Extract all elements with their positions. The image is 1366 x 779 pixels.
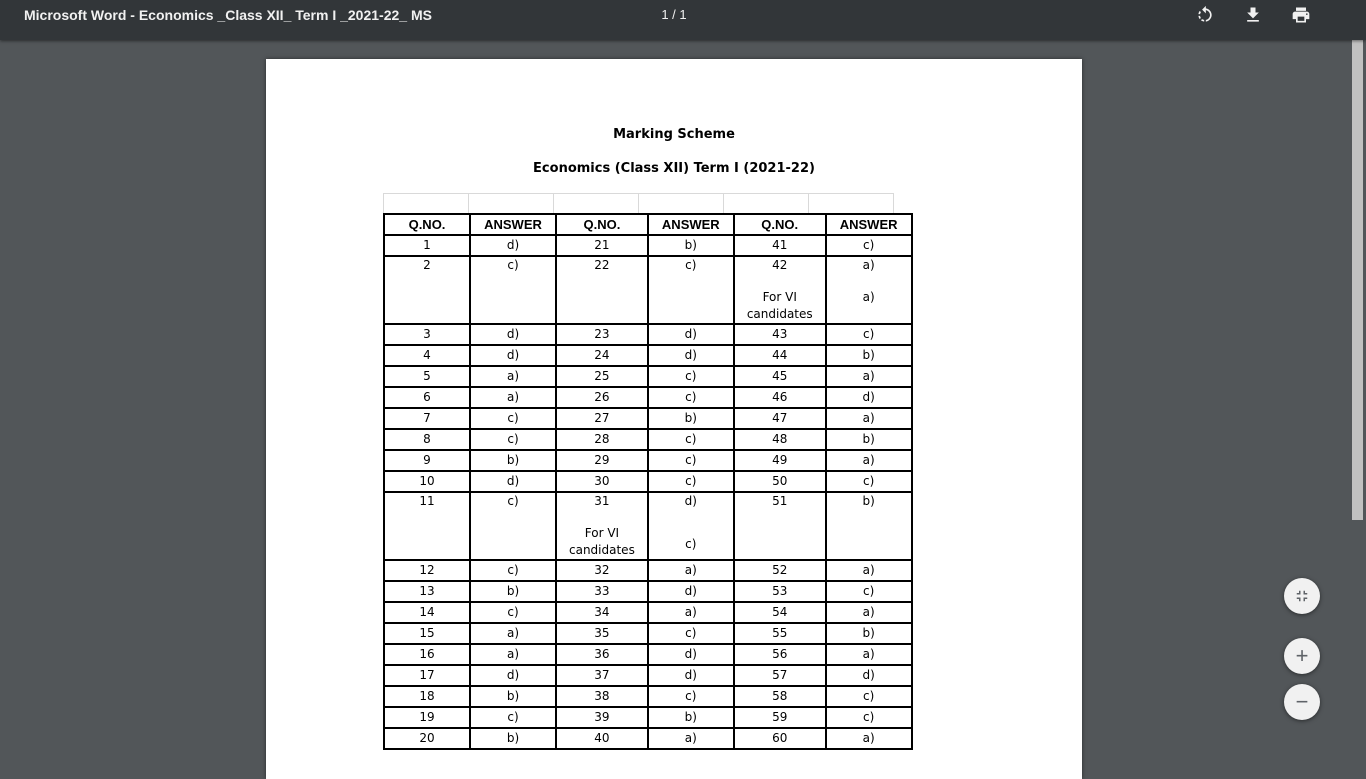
question-number-cell <box>384 665 470 686</box>
question-number-cell <box>734 366 826 387</box>
question-number-cell <box>556 429 648 450</box>
question-number-cell <box>384 560 470 581</box>
column-header: Q.NO. <box>556 214 648 235</box>
question-number: 59 <box>772 710 788 724</box>
question-number-cell <box>384 324 470 345</box>
question-number-cell <box>734 492 826 560</box>
answer-value: d) <box>684 668 697 682</box>
question-number-cell <box>556 235 648 256</box>
question-number-cell <box>384 471 470 492</box>
answer-value: a) <box>862 369 875 383</box>
question-number: 31 <box>594 494 610 508</box>
question-number: 46 <box>772 390 788 404</box>
answer-cell <box>648 581 734 602</box>
answer-value: c) <box>507 432 519 446</box>
answer-cell <box>470 235 556 256</box>
question-number: 40 <box>594 731 610 745</box>
answer-cell <box>470 429 556 450</box>
answer-cell <box>826 429 912 450</box>
vi-answer: c) <box>685 537 697 551</box>
table-row <box>384 623 912 644</box>
question-number: 48 <box>772 432 788 446</box>
question-number: 9 <box>423 453 431 467</box>
download-button[interactable] <box>1240 3 1266 27</box>
vi-candidates-note: For VI candidates <box>569 526 635 557</box>
fit-to-page-button[interactable] <box>1284 578 1320 614</box>
empty-cell <box>469 194 554 214</box>
table-row <box>384 429 912 450</box>
answer-value: d) <box>862 668 875 682</box>
scrollbar-thumb[interactable] <box>1352 40 1363 520</box>
page-indicator: 1 / 1 <box>661 7 687 22</box>
table-row <box>384 560 912 581</box>
answer-cell <box>648 686 734 707</box>
answer-cell <box>470 256 556 324</box>
answer-cell <box>470 471 556 492</box>
answer-value: b) <box>506 584 520 598</box>
answer-cell <box>470 686 556 707</box>
question-number-cell <box>556 471 648 492</box>
answer-cell <box>826 686 912 707</box>
question-number: 17 <box>419 668 435 682</box>
answer-cell <box>826 707 912 728</box>
answer-value: a) <box>506 647 520 661</box>
question-number: 8 <box>423 432 431 446</box>
zoom-out-button[interactable] <box>1284 684 1320 720</box>
question-number-cell <box>734 345 826 366</box>
question-number: 24 <box>594 348 610 362</box>
answer-value: c) <box>507 494 519 508</box>
answer-value: d) <box>506 238 520 252</box>
question-number-cell <box>556 623 648 644</box>
answer-cell <box>470 324 556 345</box>
question-number-cell <box>734 686 826 707</box>
table-header-row <box>384 214 912 235</box>
answer-cell <box>648 235 734 256</box>
answer-cell <box>470 408 556 429</box>
answer-value: c) <box>862 238 875 252</box>
answer-value: c) <box>507 258 519 272</box>
answer-value: b) <box>862 348 875 362</box>
question-number-cell <box>734 408 826 429</box>
answer-cell <box>470 581 556 602</box>
question-number-cell <box>556 387 648 408</box>
answer-value: d) <box>684 494 697 508</box>
answer-cell <box>470 387 556 408</box>
question-number-cell <box>384 235 470 256</box>
answer-cell <box>826 665 912 686</box>
question-number: 1 <box>423 238 431 252</box>
answer-cell <box>648 429 734 450</box>
question-number: 43 <box>772 327 788 341</box>
question-number: 34 <box>594 605 610 619</box>
question-number-cell <box>384 387 470 408</box>
question-number: 15 <box>419 626 435 640</box>
question-number: 13 <box>419 584 435 598</box>
answer-cell <box>648 387 734 408</box>
column-header: ANSWER <box>470 214 556 235</box>
question-number-cell <box>384 707 470 728</box>
answer-cell <box>470 560 556 581</box>
question-number: 21 <box>594 238 610 252</box>
vi-candidates-note: For VI candidates <box>746 290 813 321</box>
answer-cell <box>648 366 734 387</box>
empty-header-row <box>383 193 894 214</box>
table-row <box>384 492 912 560</box>
question-number: 27 <box>594 411 610 425</box>
table-row <box>384 450 912 471</box>
question-number: 19 <box>419 710 435 724</box>
question-number-cell <box>734 602 826 623</box>
answer-cell <box>648 256 734 324</box>
question-number-cell <box>556 728 648 749</box>
column-header: Q.NO. <box>734 214 826 235</box>
rotate-icon <box>1195 5 1215 25</box>
table-row <box>384 235 912 256</box>
answer-value: b) <box>862 494 875 508</box>
answer-value: d) <box>506 668 520 682</box>
question-number-cell <box>734 707 826 728</box>
question-number: 56 <box>772 647 788 661</box>
question-number: 41 <box>772 238 788 252</box>
answer-value: c) <box>507 563 519 577</box>
answer-cell <box>826 450 912 471</box>
question-number: 4 <box>423 348 431 362</box>
question-number: 11 <box>419 494 435 508</box>
answer-value: a) <box>506 626 520 640</box>
answer-value: b) <box>684 710 697 724</box>
answer-value: d) <box>506 327 520 341</box>
question-number: 25 <box>594 369 610 383</box>
rotate-button[interactable] <box>1192 3 1218 27</box>
question-number: 42 <box>772 258 788 272</box>
question-number-cell <box>556 256 648 324</box>
question-number: 2 <box>423 258 431 272</box>
question-number-cell <box>384 728 470 749</box>
answer-value: c) <box>685 626 697 640</box>
answer-cell <box>470 665 556 686</box>
question-number: 28 <box>594 432 610 446</box>
answer-value: b) <box>684 238 697 252</box>
answer-cell <box>826 581 912 602</box>
answer-value: d) <box>684 327 697 341</box>
answer-cell <box>470 728 556 749</box>
empty-cell <box>724 194 809 214</box>
answer-cell <box>826 728 912 749</box>
answer-cell <box>648 492 734 560</box>
question-number-cell <box>384 581 470 602</box>
question-number-cell <box>556 665 648 686</box>
question-number-cell <box>384 686 470 707</box>
answer-value: d) <box>506 348 520 362</box>
answer-cell <box>826 366 912 387</box>
answer-cell <box>470 366 556 387</box>
column-header: Q.NO. <box>384 214 470 235</box>
answer-cell <box>826 324 912 345</box>
question-number-cell <box>734 471 826 492</box>
table-row <box>384 256 912 324</box>
answer-cell <box>648 728 734 749</box>
column-header: ANSWER <box>648 214 734 235</box>
question-number-cell <box>556 492 648 560</box>
answer-cell <box>648 471 734 492</box>
question-number-cell <box>734 644 826 665</box>
empty-cell <box>809 194 894 214</box>
answer-value: d) <box>684 348 697 362</box>
answer-value: c) <box>507 411 519 425</box>
fit-to-page-icon <box>1293 587 1311 605</box>
answer-cell <box>470 623 556 644</box>
answer-value: a) <box>684 731 697 745</box>
answer-cell <box>826 623 912 644</box>
answer-cell <box>648 560 734 581</box>
answer-cell <box>470 644 556 665</box>
answer-value: d) <box>684 584 697 598</box>
question-number-cell <box>556 644 648 665</box>
question-number-cell <box>734 387 826 408</box>
question-number: 5 <box>423 369 431 383</box>
question-number: 39 <box>594 710 610 724</box>
question-number-cell <box>556 366 648 387</box>
question-number-cell <box>734 450 826 471</box>
answer-cell <box>826 256 912 324</box>
question-number: 18 <box>419 689 435 703</box>
print-button[interactable] <box>1288 3 1314 27</box>
answer-value: c) <box>685 689 697 703</box>
answer-cell <box>648 345 734 366</box>
answer-cell <box>826 560 912 581</box>
table-row <box>384 471 912 492</box>
answer-value: c) <box>862 710 875 724</box>
question-number: 16 <box>419 647 435 661</box>
answer-cell <box>648 623 734 644</box>
answer-cell <box>648 602 734 623</box>
answer-value: a) <box>862 258 875 272</box>
question-number-cell <box>734 665 826 686</box>
question-number: 54 <box>772 605 788 619</box>
question-number-cell <box>734 560 826 581</box>
question-number-cell <box>556 560 648 581</box>
table-row <box>384 324 912 345</box>
answer-value: a) <box>862 647 875 661</box>
answer-value: d) <box>506 474 520 488</box>
question-number: 12 <box>419 563 435 577</box>
question-number: 26 <box>594 390 610 404</box>
question-number-cell <box>556 581 648 602</box>
table-row <box>384 408 912 429</box>
table-row <box>384 387 912 408</box>
question-number: 30 <box>594 474 610 488</box>
answer-value: b) <box>684 411 697 425</box>
answer-value: a) <box>862 453 875 467</box>
question-number-cell <box>734 235 826 256</box>
answer-value: c) <box>685 453 697 467</box>
plus-icon: + <box>1295 643 1309 668</box>
answer-value: d) <box>684 647 697 661</box>
answer-cell <box>470 345 556 366</box>
answer-value: a) <box>862 731 875 745</box>
table-row <box>384 665 912 686</box>
question-number-cell <box>384 492 470 560</box>
page-subheading: Economics (Class XII) Term I (2021-22) <box>533 161 815 176</box>
answer-cell <box>826 471 912 492</box>
answer-table <box>383 213 913 750</box>
question-number: 45 <box>772 369 788 383</box>
empty-cell <box>554 194 639 214</box>
question-number-cell <box>556 602 648 623</box>
answer-value: c) <box>862 584 875 598</box>
question-number: 49 <box>772 453 788 467</box>
answer-value: c) <box>862 327 875 341</box>
question-number-cell <box>734 623 826 644</box>
zoom-in-button[interactable] <box>1284 638 1320 674</box>
answer-value: c) <box>862 474 875 488</box>
question-number: 20 <box>419 731 435 745</box>
question-number-cell <box>384 345 470 366</box>
empty-cell <box>384 194 469 214</box>
answer-value: c) <box>507 605 519 619</box>
question-number: 57 <box>772 668 788 682</box>
answer-value: c) <box>507 710 519 724</box>
answer-value: c) <box>685 369 697 383</box>
question-number-cell <box>384 366 470 387</box>
question-number-cell <box>556 345 648 366</box>
question-number: 7 <box>423 411 431 425</box>
question-number-cell <box>384 256 470 324</box>
question-number: 37 <box>594 668 610 682</box>
vi-answer: a) <box>862 290 875 304</box>
table-row <box>384 686 912 707</box>
question-number: 10 <box>419 474 435 488</box>
document-title: Microsoft Word - Economics _Class XII_ Term I _2021-22_ MS <box>24 7 432 23</box>
question-number: 60 <box>772 731 788 745</box>
question-number: 6 <box>423 390 431 404</box>
question-number-cell <box>384 602 470 623</box>
question-number-cell <box>384 429 470 450</box>
answer-value: a) <box>862 411 875 425</box>
pdf-toolbar <box>0 0 1366 40</box>
question-number-cell <box>556 324 648 345</box>
question-number-cell <box>734 581 826 602</box>
answer-cell <box>648 665 734 686</box>
vertical-scrollbar[interactable] <box>1350 40 1366 768</box>
answer-value: c) <box>685 390 697 404</box>
question-number: 47 <box>772 411 788 425</box>
question-number: 3 <box>423 327 431 341</box>
table-row <box>384 707 912 728</box>
answer-value: a) <box>506 390 520 404</box>
question-number: 32 <box>594 563 610 577</box>
question-number: 36 <box>594 647 610 661</box>
table-row <box>384 345 912 366</box>
answer-value: b) <box>506 731 520 745</box>
answer-cell <box>648 324 734 345</box>
question-number: 51 <box>772 494 788 508</box>
question-number: 23 <box>594 327 610 341</box>
question-number: 35 <box>594 626 610 640</box>
answer-cell <box>470 602 556 623</box>
question-number-cell <box>384 450 470 471</box>
question-number: 22 <box>594 258 610 272</box>
question-number-cell <box>556 450 648 471</box>
answer-value: a) <box>506 369 520 383</box>
answer-cell <box>470 707 556 728</box>
question-number: 44 <box>772 348 788 362</box>
answer-cell <box>648 408 734 429</box>
question-number: 55 <box>772 626 788 640</box>
answer-cell <box>648 644 734 665</box>
answer-cell <box>470 492 556 560</box>
answer-value: c) <box>862 689 875 703</box>
column-header: ANSWER <box>826 214 912 235</box>
question-number-cell <box>734 429 826 450</box>
question-number: 52 <box>772 563 788 577</box>
answer-value: a) <box>862 605 875 619</box>
table-row <box>384 644 912 665</box>
answer-cell <box>648 450 734 471</box>
answer-value: c) <box>685 258 697 272</box>
answer-cell <box>826 235 912 256</box>
table-row <box>384 728 912 749</box>
answer-value: a) <box>684 605 697 619</box>
answer-cell <box>470 450 556 471</box>
question-number-cell <box>734 728 826 749</box>
question-number: 14 <box>419 605 435 619</box>
answer-value: b) <box>506 453 520 467</box>
print-icon <box>1291 5 1311 25</box>
table-row <box>384 581 912 602</box>
answer-cell <box>826 644 912 665</box>
question-number: 38 <box>594 689 610 703</box>
question-number: 53 <box>772 584 788 598</box>
empty-cell <box>639 194 724 214</box>
question-number-cell <box>384 408 470 429</box>
answer-cell <box>648 707 734 728</box>
question-number-cell <box>384 623 470 644</box>
pdf-page <box>266 59 1082 779</box>
answer-cell <box>826 387 912 408</box>
answer-value: b) <box>506 689 520 703</box>
answer-cell <box>826 408 912 429</box>
answer-value: a) <box>862 563 875 577</box>
question-number-cell <box>556 686 648 707</box>
question-number: 58 <box>772 689 788 703</box>
answer-value: c) <box>685 474 697 488</box>
answer-value: b) <box>862 432 875 446</box>
page-heading: Marking Scheme <box>613 127 735 142</box>
answer-cell <box>826 345 912 366</box>
question-number-cell <box>734 324 826 345</box>
answer-cell <box>826 492 912 560</box>
table-row <box>384 366 912 387</box>
download-icon <box>1243 5 1263 25</box>
answer-value: b) <box>862 626 875 640</box>
question-number-cell <box>556 408 648 429</box>
answer-cell <box>826 602 912 623</box>
answer-value: c) <box>685 432 697 446</box>
question-number-cell <box>384 644 470 665</box>
answer-value: a) <box>684 563 697 577</box>
question-number: 29 <box>594 453 610 467</box>
question-number-cell <box>734 256 826 324</box>
minus-icon: − <box>1295 689 1309 714</box>
question-number-cell <box>556 707 648 728</box>
table-row <box>384 602 912 623</box>
answer-value: d) <box>862 390 875 404</box>
question-number: 50 <box>772 474 788 488</box>
question-number: 33 <box>594 584 610 598</box>
